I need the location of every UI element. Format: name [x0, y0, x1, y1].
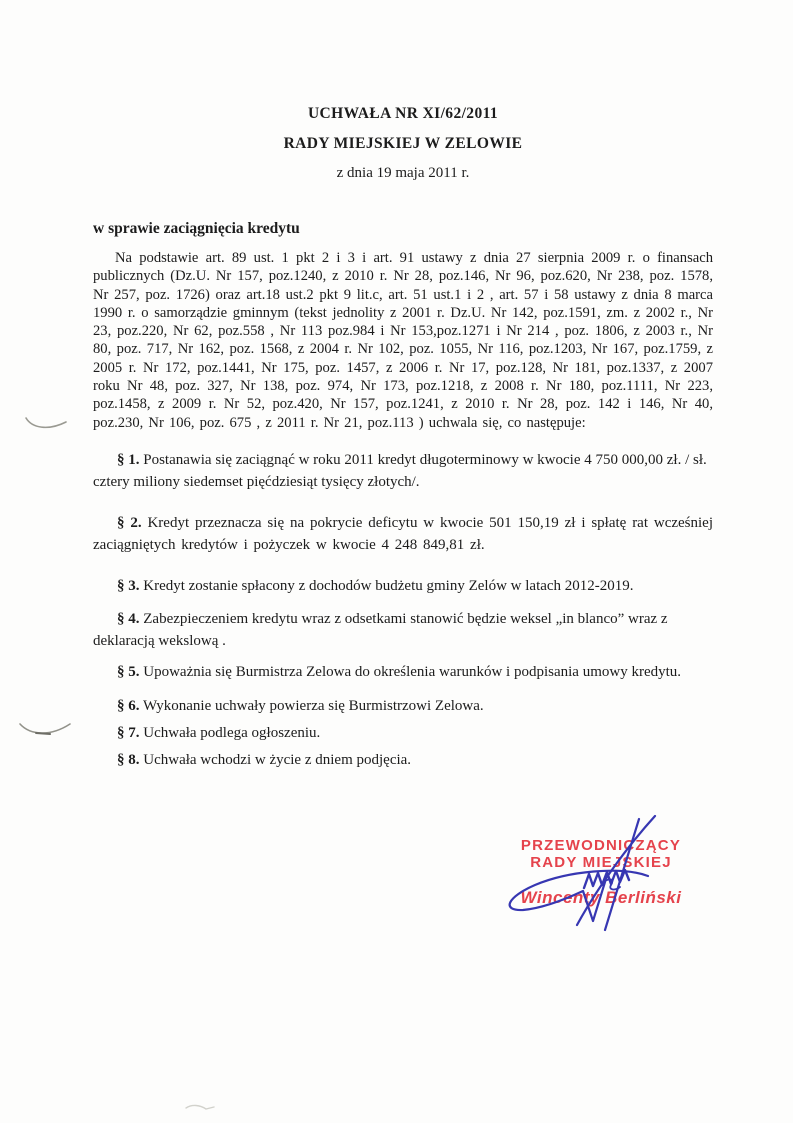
section-7-text: Uchwała podlega ogłoszeniu.	[143, 724, 321, 741]
section-3-number: § 3.	[117, 577, 140, 594]
chairman-rubber-stamp	[503, 837, 699, 908]
section-1-text: Postanawia się zaciągnąć w roku 2011 kredyt długoterminowy w kwocie 4 750 000,00 zł. / sł. cztery miliony siedemset pięćdziesiąt tysięcy złotych/.	[93, 451, 707, 490]
section-6-number: § 6.	[117, 697, 140, 714]
stamp-chairman-name: Wincenty Berliński	[520, 888, 682, 907]
scan-mark-icon	[180, 1100, 220, 1116]
resolution-date: z dnia 19 maja 2011 r.	[336, 165, 470, 181]
section-6-text: Wykonanie uchwały powierza się Burmistrzowi Zelowa.	[142, 697, 484, 714]
handwritten-signature-ink	[483, 797, 703, 947]
scan-mark-icon	[18, 408, 78, 440]
section-5-number: § 5.	[117, 663, 140, 680]
document-body	[93, 103, 713, 771]
section-2-text: Kredyt przeznacza się na pokrycie deficytu w kwocie 501 150,19 zł i spłatę rat wcześniej zaciągniętych kredytów i pożyczek w kwocie 4 248 849,81 zł.	[93, 514, 714, 553]
section-1	[93, 449, 713, 493]
section-8	[93, 749, 713, 771]
legal-preamble: Na podstawie art. 89 ust. 1 pkt 2 i 3 i art. 91 ustawy z dnia 27 sierpnia 2009 r. o finansach publicznych (Dz.U. Nr 157, poz.1240, z 2010 r. Nr 28, poz.146, Nr 96, poz.620, Nr 238, poz. 1578, Nr 257, poz. 1726) oraz art.18 ust.2 pkt 9 lit.c, art. 51 ust.1 i 2 , art. 57 i 58 ustawy z dnia 8 marca 1990 r. o samorządzie gminnym (tekst jednolity z 2001 r. Dz.U. Nr 142, poz.1591, zm. z 2002 r., Nr 23, poz.220, Nr 62, poz.558 , Nr 113 poz.984 i Nr 153,poz.1271 i Nr 214 , poz. 1806, z 2003 r., Nr 80, poz. 717, Nr 162, poz. 1568, z 2004 r. Nr 102, poz. 1055, Nr 116, poz.1203, Nr 167, poz.1759, z 2005 r. Nr 172, poz.1441, Nr 175, poz. 1457, z 2006 r. Nr 17, poz.128, Nr 181, poz.1337, z 2007 roku Nr 48, poz. 327, Nr 138, poz. 974, Nr 173, poz.1218, z 2008 r. Nr 180, poz.1111, Nr 223, poz.1458, z 2009 r. Nr 52, poz.420, Nr 157, poz.1241, z 2010 r. Nr 28, poz. 142 i 146, Nr 40, poz.230, Nr 106, poz. 675 , z 2011 r. Nr 21, poz.113 ) uchwala się, co następuje:	[93, 250, 713, 431]
stamp-title-line1: PRZEWODNICZĄCY	[520, 837, 682, 854]
section-4-text: Zabezpieczeniem kredytu wraz z odsetkami stanowić będzie weksel „in blanco” wraz z deklaracją wekslową .	[93, 610, 668, 649]
section-4	[93, 608, 713, 652]
section-7-number: § 7.	[117, 724, 140, 741]
section-3	[93, 575, 713, 597]
section-6	[93, 695, 713, 717]
section-8-text: Uchwała wchodzi w życie z dniem podjęcia.	[143, 751, 412, 768]
section-5	[93, 661, 713, 683]
section-1-number: § 1.	[117, 451, 140, 468]
section-3-text: Kredyt zostanie spłacony z dochodów budżetu gminy Zelów w latach 2012-2019.	[143, 577, 634, 594]
stamp-title-line2: RADY MIEJSKIEJ	[530, 854, 672, 871]
resolution-subject: w sprawie zaciągnięcia kredytu	[93, 220, 300, 237]
section-2	[93, 512, 713, 556]
section-7	[93, 722, 713, 744]
issuing-authority: RADY MIEJSKIEJ W ZELOWIE	[283, 135, 523, 152]
title-block	[93, 103, 713, 184]
resolution-number: UCHWAŁA NR XI/62/2011	[307, 105, 499, 122]
section-4-number: § 4.	[117, 610, 140, 627]
scan-mark-icon	[14, 714, 78, 748]
section-5-text: Upoważnia się Burmistrza Zelowa do określenia warunków i podpisania umowy kredytu.	[143, 663, 682, 680]
section-2-number: § 2.	[117, 514, 142, 531]
section-8-number: § 8.	[117, 751, 140, 768]
